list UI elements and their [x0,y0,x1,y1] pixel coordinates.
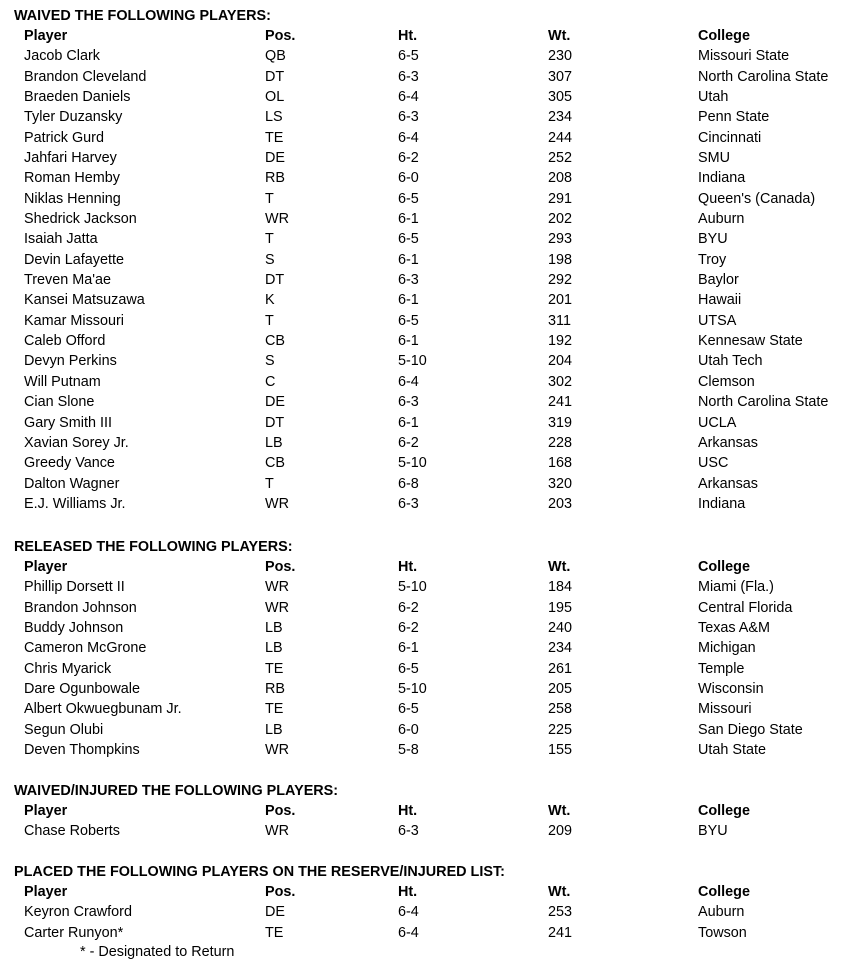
table-row [0,189,850,209]
table-row [0,618,850,638]
column-header-player: Player [24,558,68,575]
cell-college: Utah [698,88,729,105]
cell-player: Caleb Offord [24,333,106,350]
cell-weight: 202 [548,211,573,227]
cell-player: Treven Ma'ae [24,272,111,289]
cell-position: TE [265,129,284,146]
cell-weight: 192 [548,333,573,350]
cell-height: 6-4 [398,129,419,146]
cell-position: OL [265,88,285,105]
cell-weight: 258 [548,701,573,718]
column-header-college: College [698,558,750,575]
cell-college: Kennesaw State [698,333,803,350]
table-row [0,209,850,229]
cell-college: Auburn [698,904,745,921]
cell-height: 6-1 [398,640,419,657]
cell-weight: 307 [548,68,573,85]
cell-college: Towson [698,924,747,941]
column-header-position: Pos. [265,27,296,44]
cell-player: Phillip Dorsett II [24,579,125,596]
cell-weight: 228 [548,434,573,451]
cell-college: Cincinnati [698,129,762,146]
cell-college: Missouri [698,701,752,718]
cell-position: DT [265,272,285,289]
cell-weight: 205 [548,680,573,697]
cell-position: WR [265,742,289,758]
cell-height: 6-4 [398,373,419,390]
cell-player: E.J. Williams Jr. [24,495,126,512]
table-row [0,474,850,494]
cell-weight: 305 [548,88,573,105]
cell-player: Shedrick Jackson [24,211,137,227]
cell-position: T [265,190,274,207]
cell-player: Braeden Daniels [24,88,131,105]
cell-height: 6-4 [398,88,419,105]
cell-college: Troy [698,251,727,268]
table-row [0,923,850,943]
cell-college: Temple [698,660,745,677]
cell-height: 6-3 [398,823,419,840]
section-title: WAIVED/INJURED THE FOLLOWING PLAYERS: [14,782,339,799]
table-row [0,148,850,168]
cell-college: SMU [698,149,730,166]
cell-position: RB [265,680,285,697]
cell-height: 6-2 [398,619,419,636]
table-row [0,168,850,188]
table-row [0,577,850,597]
column-header-position: Pos. [265,883,296,900]
cell-weight: 302 [548,373,573,390]
cell-position: LS [265,109,283,126]
cell-position: S [265,251,275,268]
cell-player: Dare Ogunbowale [24,680,140,697]
table-row [0,290,850,310]
cell-player: Jahfari Harvey [24,149,117,166]
cell-college: Utah State [698,742,766,758]
cell-college: USC [698,455,729,472]
cell-weight: 208 [548,170,573,187]
cell-weight: 241 [548,394,573,411]
cell-weight: 253 [548,904,573,921]
cell-height: 6-5 [398,231,419,248]
cell-college: UTSA [698,312,737,329]
cell-position: LB [265,721,283,738]
table-row [0,433,850,453]
section-title: WAIVED THE FOLLOWING PLAYERS: [14,7,271,24]
cell-weight: 291 [548,190,573,207]
table-row [0,821,850,841]
cell-position: CB [265,455,285,472]
cell-player: Kamar Missouri [24,312,124,329]
cell-position: LB [265,640,283,657]
cell-weight: 311 [548,312,571,329]
cell-position: DT [265,414,285,431]
cell-player: Keyron Crawford [24,904,132,921]
cell-height: 6-3 [398,109,419,126]
cell-college: Utah Tech [698,353,763,370]
table-header-row [0,801,850,821]
table-row [0,270,850,290]
cell-player: Deven Thompkins [24,742,140,758]
cell-player: Kansei Matsuzawa [24,292,145,309]
table-row [0,107,850,127]
table-row [0,638,850,658]
cell-weight: 234 [548,109,573,126]
cell-player: Xavian Sorey Jr. [24,434,129,451]
cell-position: DE [265,394,285,411]
cell-position: CB [265,333,285,350]
section-title: RELEASED THE FOLLOWING PLAYERS: [14,538,293,555]
cell-height: 6-5 [398,701,419,718]
cell-position: DE [265,149,285,166]
cell-weight: 225 [548,721,573,738]
table-row [0,87,850,107]
cell-college: Indiana [698,495,746,512]
table-row [0,67,850,87]
cell-college: Arkansas [698,434,758,451]
cell-height: 6-5 [398,660,419,677]
cell-player: Niklas Henning [24,190,121,207]
cell-player: Cameron McGrone [24,640,147,657]
cell-player: Jacob Clark [24,48,100,65]
cell-weight: 261 [548,660,573,677]
cell-position: T [265,475,274,492]
column-header-player: Player [24,802,68,819]
cell-position: TE [265,660,284,677]
column-header-position: Pos. [265,802,296,819]
cell-player: Carter Runyon* [24,924,124,941]
table-row [0,46,850,66]
cell-height: 5-8 [398,742,419,758]
cell-weight: 293 [548,231,573,248]
cell-weight: 168 [548,455,573,472]
cell-college: BYU [698,823,728,840]
cell-weight: 230 [548,48,573,65]
table-row [0,740,850,760]
cell-height: 5-10 [398,680,427,697]
cell-weight: 203 [548,495,573,512]
cell-player: Will Putnam [24,373,101,390]
cell-height: 6-3 [398,272,419,289]
cell-college: UCLA [698,414,737,431]
column-header-height: Ht. [398,802,418,819]
cell-height: 6-0 [398,170,419,187]
table-row [0,413,850,433]
cell-player: Cian Slone [24,394,95,411]
cell-position: TE [265,924,284,941]
cell-college: Auburn [698,211,745,227]
cell-player: Isaiah Jatta [24,231,98,248]
table-header-row [0,882,850,902]
table-header-row [0,26,850,46]
table-row [0,351,850,371]
cell-height: 5-10 [398,579,427,596]
cell-position: WR [265,211,289,227]
cell-height: 6-5 [398,190,419,207]
column-header-weight: Wt. [548,883,571,900]
cell-player: Greedy Vance [24,455,115,472]
table-row [0,331,850,351]
cell-college: San Diego State [698,721,803,738]
table-row [0,720,850,740]
cell-weight: 198 [548,251,573,268]
cell-weight: 320 [548,475,573,492]
column-header-weight: Wt. [548,558,571,575]
cell-height: 6-1 [398,292,419,309]
cell-position: K [265,292,275,309]
table-row [0,250,850,270]
table-row [0,598,850,618]
column-header-height: Ht. [398,558,418,575]
cell-player: Albert Okwuegbunam Jr. [24,701,182,718]
cell-height: 6-5 [398,312,419,329]
cell-height: 6-0 [398,721,419,738]
column-header-position: Pos. [265,558,296,575]
cell-position: DT [265,68,285,85]
footnote: * - Designated to Return [80,944,235,960]
table-row [0,494,850,514]
cell-height: 6-1 [398,414,419,431]
section-title: PLACED THE FOLLOWING PLAYERS ON THE RESERVE/INJURED LIST: [14,863,505,880]
column-header-weight: Wt. [548,27,571,44]
cell-position: WR [265,579,289,596]
table-row [0,659,850,679]
table-row [0,392,850,412]
cell-weight: 155 [548,742,573,758]
cell-college: North Carolina State [698,68,829,85]
cell-college: Missouri State [698,48,790,65]
column-header-college: College [698,802,750,819]
cell-college: Central Florida [698,599,793,616]
table-row [0,699,850,719]
cell-college: North Carolina State [698,394,829,411]
cell-player: Roman Hemby [24,170,120,187]
cell-weight: 195 [548,599,573,616]
cell-height: 6-2 [398,599,419,616]
cell-college: Texas A&M [698,619,770,636]
cell-height: 6-3 [398,394,419,411]
column-header-height: Ht. [398,27,418,44]
cell-college: Arkansas [698,475,758,492]
cell-position: RB [265,170,285,187]
cell-height: 6-4 [398,904,419,921]
table-row [0,679,850,699]
cell-player: Dalton Wagner [24,475,120,492]
column-header-player: Player [24,27,68,44]
cell-height: 5-10 [398,353,427,370]
cell-player: Patrick Gurd [24,129,104,146]
table-row [0,372,850,392]
cell-player: Chase Roberts [24,823,120,840]
cell-position: WR [265,599,289,616]
table-row [0,128,850,148]
column-header-college: College [698,883,750,900]
cell-player: Brandon Cleveland [24,68,147,85]
cell-weight: 240 [548,619,573,636]
table-row [0,902,850,922]
cell-height: 6-1 [398,211,419,227]
cell-height: 6-8 [398,475,419,492]
column-header-college: College [698,27,750,44]
cell-position: C [265,373,276,390]
cell-player: Tyler Duzansky [24,109,123,126]
cell-college: Michigan [698,640,756,657]
cell-position: S [265,353,275,370]
table-header-row [0,557,850,577]
cell-college: Penn State [698,109,770,126]
cell-college: Indiana [698,170,746,187]
cell-weight: 244 [548,129,573,146]
cell-college: Queen's (Canada) [698,190,816,207]
cell-player: Brandon Johnson [24,599,137,616]
cell-college: BYU [698,231,728,248]
cell-weight: 252 [548,149,573,166]
cell-height: 6-2 [398,434,419,451]
cell-weight: 241 [548,924,573,941]
cell-position: WR [265,823,289,840]
cell-weight: 234 [548,640,573,657]
cell-college: Clemson [698,373,755,390]
column-header-height: Ht. [398,883,418,900]
cell-weight: 204 [548,353,573,370]
cell-player: Buddy Johnson [24,619,124,636]
cell-player: Segun Olubi [24,721,104,738]
cell-weight: 184 [548,579,573,596]
cell-position: T [265,231,274,248]
cell-position: QB [265,48,286,65]
column-header-player: Player [24,883,68,900]
cell-position: T [265,312,274,329]
table-row [0,229,850,249]
cell-weight: 319 [548,414,573,431]
cell-player: Devin Lafayette [24,251,124,268]
cell-weight: 209 [548,823,573,840]
table-row [0,311,850,331]
cell-player: Gary Smith III [24,414,112,431]
cell-height: 6-1 [398,333,419,350]
cell-college: Miami (Fla.) [698,579,774,596]
cell-player: Chris Myarick [24,660,112,677]
cell-height: 6-3 [398,68,419,85]
cell-college: Baylor [698,272,739,289]
cell-height: 6-2 [398,149,419,166]
column-header-weight: Wt. [548,802,571,819]
cell-college: Hawaii [698,292,742,309]
cell-player: Devyn Perkins [24,353,117,370]
cell-college: Wisconsin [698,680,764,697]
cell-position: WR [265,495,289,512]
cell-position: DE [265,904,285,921]
cell-position: TE [265,701,284,718]
cell-height: 6-1 [398,251,419,268]
cell-position: LB [265,619,283,636]
cell-weight: 292 [548,272,573,289]
cell-height: 6-4 [398,924,419,941]
cell-weight: 201 [548,292,573,309]
cell-height: 5-10 [398,455,427,472]
table-row [0,453,850,473]
cell-height: 6-3 [398,495,419,512]
cell-position: LB [265,434,283,451]
cell-height: 6-5 [398,48,419,65]
